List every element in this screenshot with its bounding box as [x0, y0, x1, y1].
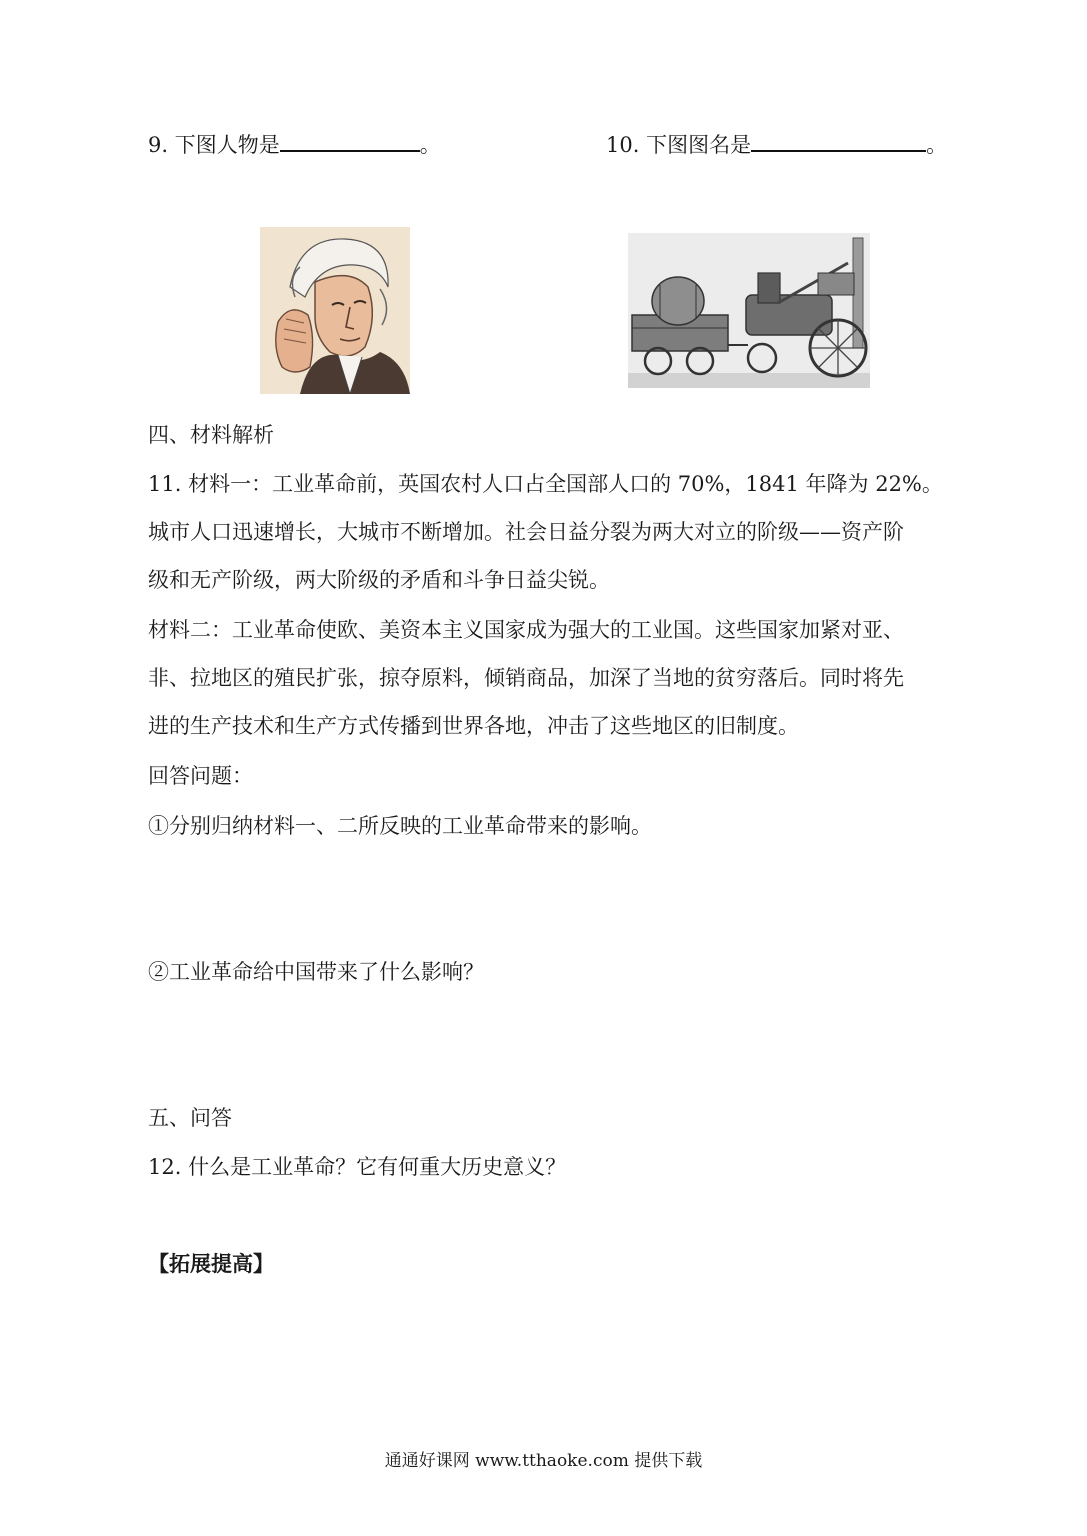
extension-heading: 【拓展提高】 — [148, 1251, 274, 1276]
question-11-material-1 — [148, 460, 948, 604]
locomotive-image — [628, 233, 870, 388]
page-footer: 通通好课网 www.tthaoke.com 提供下载 — [384, 1451, 703, 1471]
section-4-title: 四、材料解析 — [148, 423, 274, 447]
material-2-line: 进的生产技术和生产方式传播到世界各地，冲击了这些地区的旧制度。 — [148, 714, 799, 738]
sub-question-1: ①分别归纳材料一、二所反映的工业革命带来的影响。 — [148, 814, 652, 838]
question-9-text: 9. 下图人物是 — [148, 133, 280, 157]
question-12: 12. 什么是工业革命？它有何重大历史意义？ — [148, 1155, 567, 1179]
steam-locomotive-illustration-icon — [628, 233, 870, 388]
answer-blank-9[interactable] — [280, 130, 420, 152]
material-1-line: 11. 材料一：工业革命前，英国农村人口占全国部人口的 70%，1841 年降为 22%。 — [148, 472, 943, 496]
question-10 — [606, 130, 947, 159]
question-11-material-2 — [148, 606, 948, 750]
material-1-line: 级和无产阶级，两大阶级的矛盾和斗争日益尖锐。 — [148, 568, 610, 592]
material-2-line: 材料二：工业革命使欧、美资本主义国家成为强大的工业国。这些国家加紧对亚、 — [148, 618, 904, 642]
question-10-end: 。 — [926, 133, 948, 157]
material-1-line: 城市人口迅速增长，大城市不断增加。社会日益分裂为两大对立的阶级——资产阶 — [148, 520, 904, 544]
portrait-image — [260, 227, 410, 394]
question-9-end: 。 — [419, 133, 441, 157]
question-9 — [148, 130, 441, 159]
portrait-illustration-icon — [260, 227, 410, 394]
material-2-line: 非、拉地区的殖民扩张，掠夺原料，倾销商品，加深了当地的贫穷落后。同时将先 — [148, 666, 904, 690]
question-10-text: 10. 下图图名是 — [606, 133, 752, 157]
answer-prompt: 回答问题： — [148, 764, 253, 788]
answer-blank-10[interactable] — [751, 130, 926, 152]
section-5-title: 五、问答 — [148, 1106, 232, 1130]
sub-question-2: ②工业革命给中国带来了什么影响？ — [148, 960, 484, 984]
